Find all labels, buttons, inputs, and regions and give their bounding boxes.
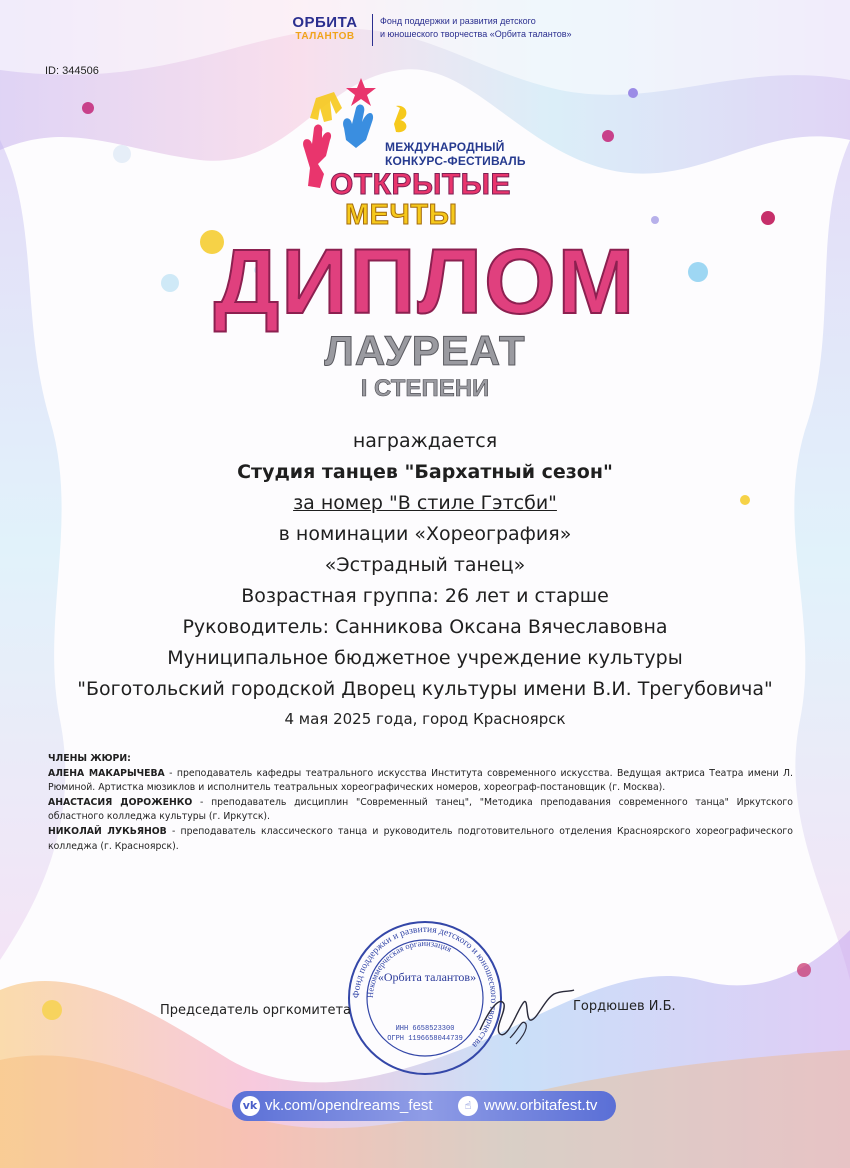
nomination: в номинации «Хореография» bbox=[278, 523, 572, 545]
jury-member-bio: - преподаватель дисциплин "Современный танец", "Методика преподавания современного танца" Иркутского областного колледжа культуры (г. Иркутск). bbox=[48, 796, 793, 823]
award-body bbox=[20, 426, 830, 705]
jury-section bbox=[48, 752, 793, 854]
jury-member bbox=[48, 825, 793, 854]
stamp-outer-text: Фонд поддержки и развития детского и юношеского творчества bbox=[351, 924, 499, 1050]
chair-role: Председатель оргкомитета bbox=[160, 1003, 351, 1018]
jury-member-bio: - преподаватель кафедры театрального искусства Института современного искусства. Ведущая актриса Театра имени Л. Рюминой. Артистка мюзиклов и исполнитель театральных хореографических номеров, хореограф-постановщик (г. Москва). bbox=[48, 767, 794, 794]
org-description-line1: Фонд поддержки и развития детского bbox=[380, 16, 536, 26]
jury-member bbox=[48, 767, 793, 796]
date-place: 4 мая 2025 года, город Красноярск bbox=[284, 710, 566, 728]
subnomination: «Эстрадный танец» bbox=[324, 554, 526, 576]
age-group: Возрастная группа: 26 лет и старше bbox=[241, 585, 609, 607]
festival-subtitle-line1: МЕЖДУНАРОДНЫЙ bbox=[385, 140, 505, 154]
chair-name: Гордюшев И.Б. bbox=[573, 999, 676, 1014]
jury-member-name: АНАСТАСИЯ ДОРОЖЕНКО bbox=[48, 796, 193, 808]
jury-heading: ЧЛЕНЫ ЖЮРИ: bbox=[48, 753, 131, 764]
org-logo-line1: ОРБИТА bbox=[292, 14, 358, 31]
handwritten-signature bbox=[470, 978, 580, 1048]
jury-member-bio: - преподаватель классического танца и руководитель подготовительного отделения Красноярского хореографического колледжа (г. Красноярск). bbox=[48, 825, 793, 852]
header-divider bbox=[372, 14, 373, 46]
website-link[interactable]: www.orbitafest.tv bbox=[484, 1097, 598, 1114]
institution-line2: "Боготольский городской Дворец культуры имени В.И. Трегубовича" bbox=[77, 678, 773, 700]
leader: Руководитель: Санникова Оксана Вячеславовна bbox=[182, 616, 668, 638]
org-logo bbox=[280, 14, 370, 48]
stamp-inn: ИНН 6658523300 bbox=[395, 1025, 455, 1033]
jury-member-name: АЛЕНА МАКАРЫЧЕВА bbox=[48, 767, 165, 779]
org-description-line2: и юношеского творчества «Орбита талантов» bbox=[380, 29, 572, 39]
org-description bbox=[380, 15, 580, 41]
festival-title-word2: МЕЧТЫ bbox=[345, 199, 458, 231]
stamp-org-name: «Орбита талантов» bbox=[377, 970, 477, 984]
jury-member-name: НИКОЛАЙ ЛУКЬЯНОВ bbox=[48, 825, 167, 837]
stamp-org-type: Некоммерческая организация bbox=[364, 937, 454, 999]
org-logo-line2: ТАЛАНТОВ bbox=[295, 31, 355, 42]
vk-icon: vk bbox=[240, 1096, 260, 1116]
institution-line1: Муниципальное бюджетное учреждение культуры bbox=[167, 647, 683, 669]
pointer-hand-icon: ☝ bbox=[458, 1096, 478, 1116]
awarded-text: награждается bbox=[352, 430, 498, 452]
document-id: ID: 344506 bbox=[45, 65, 99, 77]
jury-member bbox=[48, 796, 793, 825]
award-degree: I СТЕПЕНИ bbox=[360, 375, 490, 402]
festival-subtitle-line2: КОНКУРС-ФЕСТИВАЛЬ bbox=[385, 154, 526, 168]
recipient-name: Студия танцев "Бархатный сезон" bbox=[237, 461, 613, 483]
diploma-heading: ДИПЛОМ bbox=[213, 231, 637, 333]
award-title: ЛАУРЕАТ bbox=[324, 327, 526, 374]
performance-title: за номер "В стиле Гэтсби" bbox=[293, 492, 557, 514]
vk-link[interactable]: vk.com/opendreams_fest bbox=[265, 1097, 433, 1114]
festival-title-word1: ОТКРЫТЫЕ bbox=[330, 168, 512, 201]
stamp-ogrn: ОГРН 1196658044739 bbox=[387, 1035, 463, 1043]
